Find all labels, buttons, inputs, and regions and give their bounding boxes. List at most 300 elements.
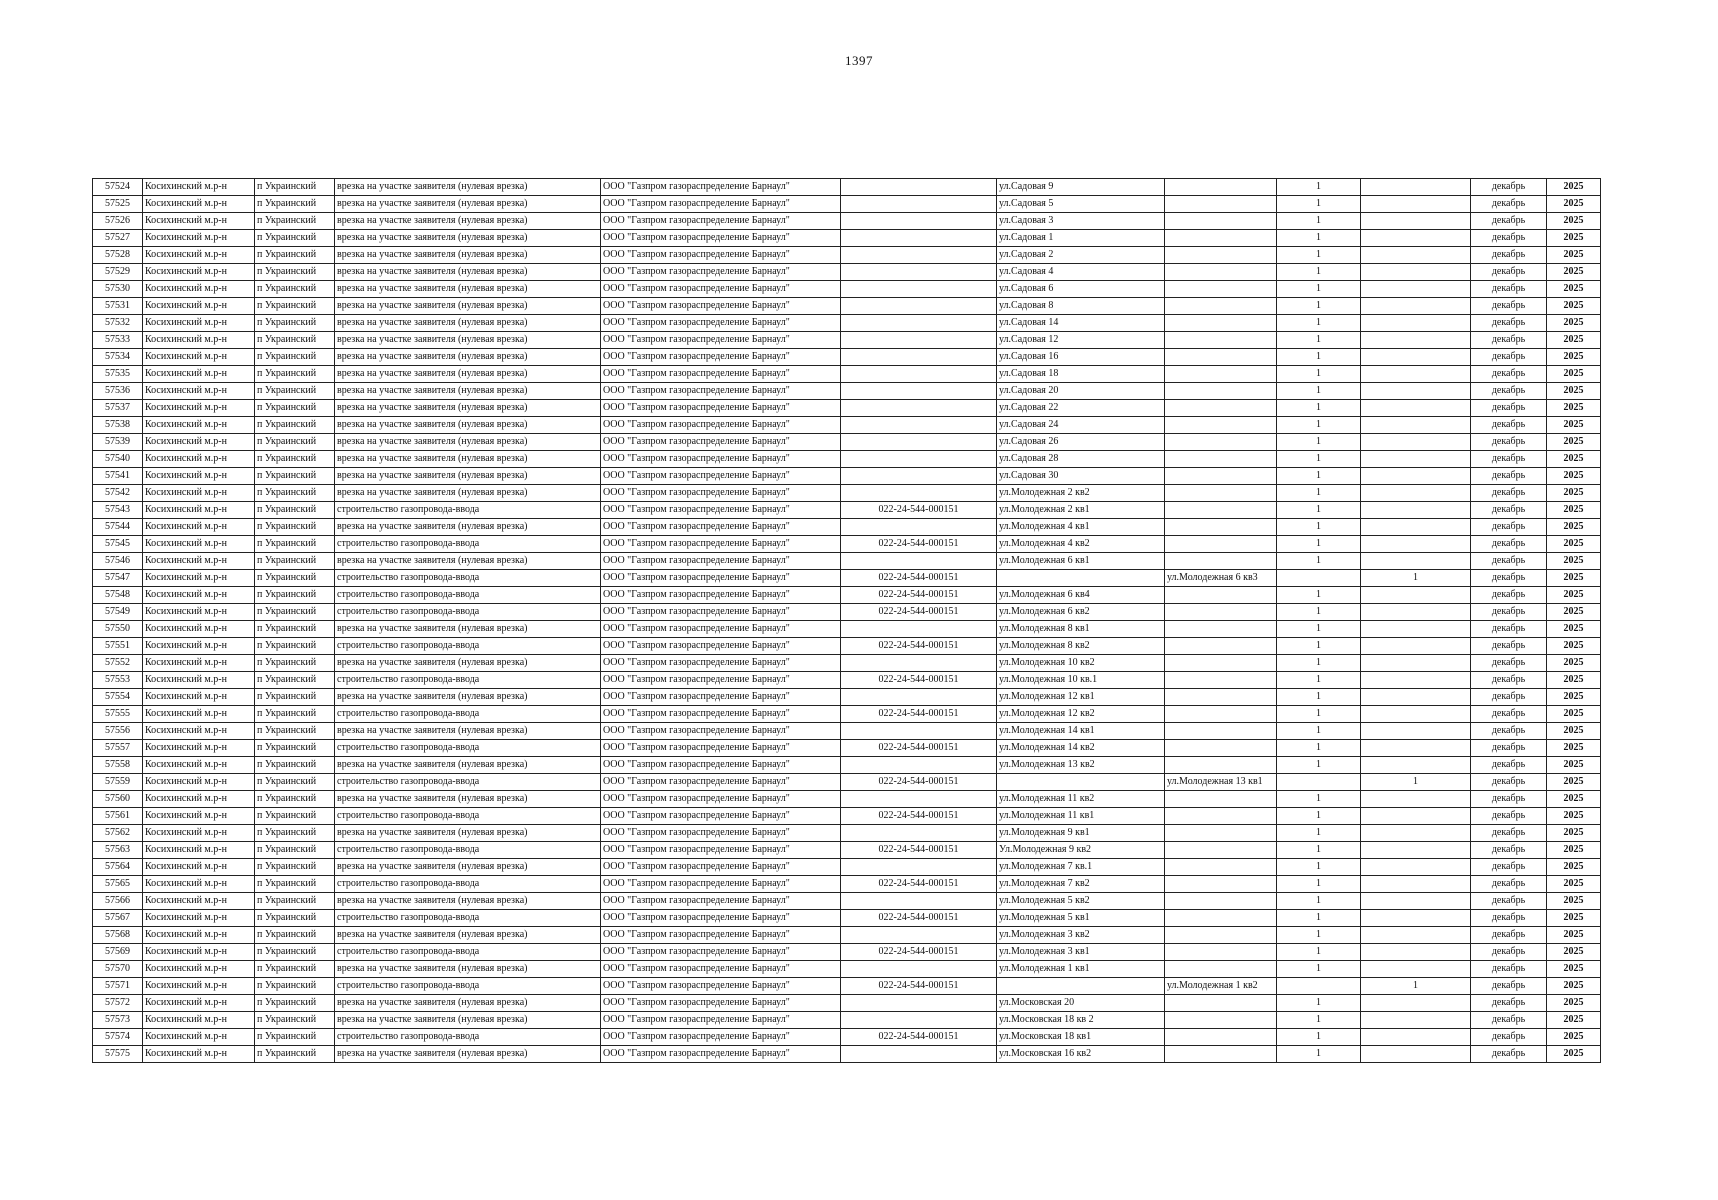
district-cell: Косихинский м.р-н	[143, 825, 255, 842]
month-cell: декабрь	[1471, 621, 1547, 638]
work-type-cell: врезка на участке заявителя (нулевая врезка)	[335, 400, 601, 417]
organization-cell: ООО "Газпром газораспределение Барнаул"	[601, 621, 841, 638]
settlement-cell: п Украинский	[255, 859, 335, 876]
district-cell: Косихинский м.р-н	[143, 383, 255, 400]
record-id: 57530	[93, 281, 143, 298]
month-cell: декабрь	[1471, 400, 1547, 417]
record-id: 57565	[93, 876, 143, 893]
work-type-cell: строительство газопровода-ввода	[335, 876, 601, 893]
work-type-cell: строительство газопровода-ввода	[335, 1029, 601, 1046]
contract-code-cell	[841, 961, 997, 978]
address-cell: ул.Молодежная 6 кв4	[997, 587, 1165, 604]
month-cell: декабрь	[1471, 366, 1547, 383]
district-cell: Косихинский м.р-н	[143, 621, 255, 638]
work-type-cell: врезка на участке заявителя (нулевая врезка)	[335, 179, 601, 196]
district-cell: Косихинский м.р-н	[143, 740, 255, 757]
year-cell: 2025	[1547, 638, 1601, 655]
table-row	[93, 519, 1601, 536]
settlement-cell: п Украинский	[255, 536, 335, 553]
address-cell: ул.Садовая 6	[997, 281, 1165, 298]
table-row	[93, 910, 1601, 927]
organization-cell: ООО "Газпром газораспределение Барнаул"	[601, 553, 841, 570]
month-cell: декабрь	[1471, 757, 1547, 774]
work-type-cell: врезка на участке заявителя (нулевая врезка)	[335, 281, 601, 298]
address-cell: ул.Московская 20	[997, 995, 1165, 1012]
quantity-alt-cell	[1361, 451, 1471, 468]
year-cell: 2025	[1547, 655, 1601, 672]
record-id: 57558	[93, 757, 143, 774]
quantity-alt-cell	[1361, 842, 1471, 859]
organization-cell: ООО "Газпром газораспределение Барнаул"	[601, 349, 841, 366]
work-type-cell: врезка на участке заявителя (нулевая врезка)	[335, 757, 601, 774]
month-cell: декабрь	[1471, 230, 1547, 247]
address-alt-cell	[1165, 298, 1277, 315]
contract-code-cell: 022-24-544-000151	[841, 672, 997, 689]
settlement-cell: п Украинский	[255, 808, 335, 825]
quantity-alt-cell	[1361, 587, 1471, 604]
table-row	[93, 740, 1601, 757]
work-type-cell: врезка на участке заявителя (нулевая врезка)	[335, 213, 601, 230]
contract-code-cell	[841, 757, 997, 774]
quantity-alt-cell	[1361, 264, 1471, 281]
address-cell: ул.Молодежная 8 кв1	[997, 621, 1165, 638]
quantity-cell: 1	[1277, 808, 1361, 825]
organization-cell: ООО "Газпром газораспределение Барнаул"	[601, 672, 841, 689]
settlement-cell: п Украинский	[255, 332, 335, 349]
settlement-cell: п Украинский	[255, 264, 335, 281]
organization-cell: ООО "Газпром газораспределение Барнаул"	[601, 315, 841, 332]
month-cell: декабрь	[1471, 774, 1547, 791]
quantity-cell: 1	[1277, 468, 1361, 485]
contract-code-cell	[841, 281, 997, 298]
month-cell: декабрь	[1471, 349, 1547, 366]
settlement-cell: п Украинский	[255, 213, 335, 230]
organization-cell: ООО "Газпром газораспределение Барнаул"	[601, 570, 841, 587]
settlement-cell: п Украинский	[255, 791, 335, 808]
address-alt-cell	[1165, 689, 1277, 706]
organization-cell: ООО "Газпром газораспределение Барнаул"	[601, 383, 841, 400]
address-cell	[997, 978, 1165, 995]
address-cell: ул.Молодежная 3 кв2	[997, 927, 1165, 944]
district-cell: Косихинский м.р-н	[143, 247, 255, 264]
district-cell: Косихинский м.р-н	[143, 332, 255, 349]
table-row	[93, 1046, 1601, 1063]
year-cell: 2025	[1547, 995, 1601, 1012]
work-type-cell: врезка на участке заявителя (нулевая врезка)	[335, 621, 601, 638]
address-cell: ул.Московская 18 кв1	[997, 1029, 1165, 1046]
registry-rows	[93, 179, 1601, 1063]
work-type-cell: строительство газопровода-ввода	[335, 502, 601, 519]
contract-code-cell	[841, 723, 997, 740]
district-cell: Косихинский м.р-н	[143, 485, 255, 502]
quantity-cell: 1	[1277, 1012, 1361, 1029]
address-alt-cell	[1165, 1029, 1277, 1046]
address-cell: ул.Московская 16 кв2	[997, 1046, 1165, 1063]
quantity-cell: 1	[1277, 553, 1361, 570]
address-alt-cell	[1165, 621, 1277, 638]
settlement-cell: п Украинский	[255, 995, 335, 1012]
quantity-cell: 1	[1277, 876, 1361, 893]
table-row	[93, 995, 1601, 1012]
year-cell: 2025	[1547, 1012, 1601, 1029]
address-cell	[997, 570, 1165, 587]
settlement-cell: п Украинский	[255, 978, 335, 995]
record-id: 57537	[93, 400, 143, 417]
work-type-cell: врезка на участке заявителя (нулевая врезка)	[335, 655, 601, 672]
quantity-cell: 1	[1277, 366, 1361, 383]
address-alt-cell	[1165, 706, 1277, 723]
contract-code-cell	[841, 247, 997, 264]
record-id: 57563	[93, 842, 143, 859]
year-cell: 2025	[1547, 740, 1601, 757]
settlement-cell: п Украинский	[255, 774, 335, 791]
address-alt-cell	[1165, 655, 1277, 672]
district-cell: Косихинский м.р-н	[143, 230, 255, 247]
table-row	[93, 859, 1601, 876]
year-cell: 2025	[1547, 213, 1601, 230]
table-row	[93, 825, 1601, 842]
organization-cell: ООО "Газпром газораспределение Барнаул"	[601, 536, 841, 553]
month-cell: декабрь	[1471, 281, 1547, 298]
quantity-alt-cell	[1361, 893, 1471, 910]
year-cell: 2025	[1547, 1029, 1601, 1046]
quantity-alt-cell	[1361, 723, 1471, 740]
address-cell: ул.Садовая 2	[997, 247, 1165, 264]
district-cell: Косихинский м.р-н	[143, 213, 255, 230]
year-cell: 2025	[1547, 553, 1601, 570]
work-type-cell: строительство газопровода-ввода	[335, 570, 601, 587]
record-id: 57561	[93, 808, 143, 825]
quantity-cell: 1	[1277, 451, 1361, 468]
district-cell: Косихинский м.р-н	[143, 927, 255, 944]
year-cell: 2025	[1547, 196, 1601, 213]
quantity-alt-cell	[1361, 196, 1471, 213]
address-alt-cell	[1165, 485, 1277, 502]
month-cell: декабрь	[1471, 451, 1547, 468]
quantity-cell	[1277, 570, 1361, 587]
contract-code-cell: 022-24-544-000151	[841, 740, 997, 757]
district-cell: Косихинский м.р-н	[143, 961, 255, 978]
contract-code-cell: 022-24-544-000151	[841, 808, 997, 825]
district-cell: Косихинский м.р-н	[143, 349, 255, 366]
address-alt-cell	[1165, 553, 1277, 570]
address-alt-cell	[1165, 961, 1277, 978]
address-cell: ул.Садовая 14	[997, 315, 1165, 332]
address-cell: ул.Садовая 5	[997, 196, 1165, 213]
settlement-cell: п Украинский	[255, 349, 335, 366]
quantity-cell: 1	[1277, 485, 1361, 502]
table-row	[93, 434, 1601, 451]
organization-cell: ООО "Газпром газораспределение Барнаул"	[601, 485, 841, 502]
work-type-cell: врезка на участке заявителя (нулевая врезка)	[335, 451, 601, 468]
organization-cell: ООО "Газпром газораспределение Барнаул"	[601, 400, 841, 417]
district-cell: Косихинский м.р-н	[143, 791, 255, 808]
district-cell: Косихинский м.р-н	[143, 604, 255, 621]
district-cell: Косихинский м.р-н	[143, 672, 255, 689]
organization-cell: ООО "Газпром газораспределение Барнаул"	[601, 247, 841, 264]
quantity-alt-cell	[1361, 434, 1471, 451]
table-row	[93, 366, 1601, 383]
table-row	[93, 468, 1601, 485]
month-cell: декабрь	[1471, 706, 1547, 723]
contract-code-cell	[841, 298, 997, 315]
settlement-cell: п Украинский	[255, 604, 335, 621]
address-cell: ул.Молодежная 1 кв1	[997, 961, 1165, 978]
settlement-cell: п Украинский	[255, 1012, 335, 1029]
address-cell: ул.Молодежная 4 кв1	[997, 519, 1165, 536]
table-row	[93, 451, 1601, 468]
quantity-alt-cell	[1361, 400, 1471, 417]
work-type-cell: врезка на участке заявителя (нулевая врезка)	[335, 723, 601, 740]
address-alt-cell	[1165, 264, 1277, 281]
month-cell: декабрь	[1471, 417, 1547, 434]
table-row	[93, 604, 1601, 621]
contract-code-cell: 022-24-544-000151	[841, 706, 997, 723]
contract-code-cell	[841, 485, 997, 502]
district-cell: Косихинский м.р-н	[143, 570, 255, 587]
quantity-alt-cell	[1361, 910, 1471, 927]
organization-cell: ООО "Газпром газораспределение Барнаул"	[601, 995, 841, 1012]
year-cell: 2025	[1547, 621, 1601, 638]
work-type-cell: врезка на участке заявителя (нулевая врезка)	[335, 315, 601, 332]
quantity-cell: 1	[1277, 944, 1361, 961]
record-id: 57531	[93, 298, 143, 315]
quantity-cell: 1	[1277, 502, 1361, 519]
year-cell: 2025	[1547, 757, 1601, 774]
address-alt-cell	[1165, 944, 1277, 961]
organization-cell: ООО "Газпром газораспределение Барнаул"	[601, 927, 841, 944]
address-alt-cell	[1165, 179, 1277, 196]
year-cell: 2025	[1547, 264, 1601, 281]
contract-code-cell	[841, 400, 997, 417]
table-row	[93, 281, 1601, 298]
work-type-cell: врезка на участке заявителя (нулевая врезка)	[335, 485, 601, 502]
month-cell: декабрь	[1471, 995, 1547, 1012]
contract-code-cell: 022-24-544-000151	[841, 944, 997, 961]
year-cell: 2025	[1547, 349, 1601, 366]
district-cell: Косихинский м.р-н	[143, 434, 255, 451]
address-cell: ул.Молодежная 12 кв1	[997, 689, 1165, 706]
quantity-alt-cell	[1361, 213, 1471, 230]
work-type-cell: врезка на участке заявителя (нулевая врезка)	[335, 553, 601, 570]
district-cell: Косихинский м.р-н	[143, 502, 255, 519]
quantity-cell: 1	[1277, 417, 1361, 434]
record-id: 57570	[93, 961, 143, 978]
address-alt-cell	[1165, 281, 1277, 298]
settlement-cell: п Украинский	[255, 638, 335, 655]
record-id: 57562	[93, 825, 143, 842]
organization-cell: ООО "Газпром газораспределение Барнаул"	[601, 468, 841, 485]
address-alt-cell	[1165, 910, 1277, 927]
work-type-cell: врезка на участке заявителя (нулевая врезка)	[335, 859, 601, 876]
table-row	[93, 332, 1601, 349]
table-row	[93, 706, 1601, 723]
work-type-cell: врезка на участке заявителя (нулевая врезка)	[335, 417, 601, 434]
quantity-cell: 1	[1277, 281, 1361, 298]
address-cell: ул.Садовая 3	[997, 213, 1165, 230]
record-id: 57564	[93, 859, 143, 876]
settlement-cell: п Украинский	[255, 672, 335, 689]
table-row	[93, 944, 1601, 961]
contract-code-cell	[841, 553, 997, 570]
record-id: 57572	[93, 995, 143, 1012]
settlement-cell: п Украинский	[255, 485, 335, 502]
contract-code-cell: 022-24-544-000151	[841, 910, 997, 927]
organization-cell: ООО "Газпром газораспределение Барнаул"	[601, 604, 841, 621]
year-cell: 2025	[1547, 876, 1601, 893]
year-cell: 2025	[1547, 808, 1601, 825]
work-type-cell: врезка на участке заявителя (нулевая врезка)	[335, 196, 601, 213]
address-cell: ул.Молодежная 8 кв2	[997, 638, 1165, 655]
address-cell: ул.Молодежная 11 кв1	[997, 808, 1165, 825]
quantity-cell: 1	[1277, 672, 1361, 689]
address-cell: ул.Молодежная 5 кв1	[997, 910, 1165, 927]
address-alt-cell	[1165, 995, 1277, 1012]
organization-cell: ООО "Газпром газораспределение Барнаул"	[601, 978, 841, 995]
quantity-alt-cell	[1361, 315, 1471, 332]
district-cell: Косихинский м.р-н	[143, 179, 255, 196]
settlement-cell: п Украинский	[255, 655, 335, 672]
settlement-cell: п Украинский	[255, 298, 335, 315]
organization-cell: ООО "Газпром газораспределение Барнаул"	[601, 587, 841, 604]
address-alt-cell	[1165, 417, 1277, 434]
address-alt-cell: ул.Молодежная 13 кв1	[1165, 774, 1277, 791]
year-cell: 2025	[1547, 842, 1601, 859]
address-alt-cell	[1165, 502, 1277, 519]
table-row	[93, 638, 1601, 655]
table-row	[93, 774, 1601, 791]
district-cell: Косихинский м.р-н	[143, 910, 255, 927]
address-alt-cell	[1165, 315, 1277, 332]
quantity-cell: 1	[1277, 536, 1361, 553]
organization-cell: ООО "Газпром газораспределение Барнаул"	[601, 723, 841, 740]
table-row	[93, 876, 1601, 893]
record-id: 57552	[93, 655, 143, 672]
year-cell: 2025	[1547, 893, 1601, 910]
record-id: 57539	[93, 434, 143, 451]
quantity-alt-cell	[1361, 502, 1471, 519]
table-row	[93, 213, 1601, 230]
month-cell: декабрь	[1471, 808, 1547, 825]
address-alt-cell	[1165, 672, 1277, 689]
work-type-cell: врезка на участке заявителя (нулевая врезка)	[335, 689, 601, 706]
district-cell: Косихинский м.р-н	[143, 315, 255, 332]
address-cell: ул.Молодежная 7 кв.1	[997, 859, 1165, 876]
settlement-cell: п Украинский	[255, 689, 335, 706]
contract-code-cell: 022-24-544-000151	[841, 1029, 997, 1046]
quantity-alt-cell	[1361, 808, 1471, 825]
work-type-cell: врезка на участке заявителя (нулевая врезка)	[335, 434, 601, 451]
organization-cell: ООО "Газпром газораспределение Барнаул"	[601, 893, 841, 910]
address-cell: ул.Садовая 8	[997, 298, 1165, 315]
month-cell: декабрь	[1471, 485, 1547, 502]
work-type-cell: врезка на участке заявителя (нулевая врезка)	[335, 961, 601, 978]
settlement-cell: п Украинский	[255, 842, 335, 859]
address-alt-cell	[1165, 893, 1277, 910]
work-type-cell: врезка на участке заявителя (нулевая врезка)	[335, 264, 601, 281]
month-cell: декабрь	[1471, 910, 1547, 927]
quantity-cell: 1	[1277, 655, 1361, 672]
month-cell: декабрь	[1471, 672, 1547, 689]
address-cell: ул.Садовая 4	[997, 264, 1165, 281]
quantity-alt-cell	[1361, 740, 1471, 757]
contract-code-cell	[841, 366, 997, 383]
table-row	[93, 553, 1601, 570]
quantity-cell: 1	[1277, 247, 1361, 264]
address-cell: ул.Молодежная 2 кв2	[997, 485, 1165, 502]
district-cell: Косихинский м.р-н	[143, 944, 255, 961]
contract-code-cell	[841, 927, 997, 944]
quantity-alt-cell	[1361, 519, 1471, 536]
organization-cell: ООО "Газпром газораспределение Барнаул"	[601, 791, 841, 808]
record-id: 57541	[93, 468, 143, 485]
organization-cell: ООО "Газпром газораспределение Барнаул"	[601, 808, 841, 825]
table-row	[93, 179, 1601, 196]
address-cell: ул.Молодежная 13 кв2	[997, 757, 1165, 774]
quantity-alt-cell	[1361, 944, 1471, 961]
contract-code-cell	[841, 519, 997, 536]
year-cell: 2025	[1547, 910, 1601, 927]
work-type-cell: врезка на участке заявителя (нулевая врезка)	[335, 791, 601, 808]
year-cell: 2025	[1547, 230, 1601, 247]
contract-code-cell: 022-24-544-000151	[841, 502, 997, 519]
organization-cell: ООО "Газпром газораспределение Барнаул"	[601, 842, 841, 859]
record-id: 57559	[93, 774, 143, 791]
month-cell: декабрь	[1471, 247, 1547, 264]
work-type-cell: строительство газопровода-ввода	[335, 740, 601, 757]
quantity-cell: 1	[1277, 825, 1361, 842]
quantity-cell: 1	[1277, 400, 1361, 417]
settlement-cell: п Украинский	[255, 893, 335, 910]
month-cell: декабрь	[1471, 179, 1547, 196]
address-alt-cell	[1165, 230, 1277, 247]
quantity-cell: 1	[1277, 740, 1361, 757]
table-row	[93, 893, 1601, 910]
month-cell: декабрь	[1471, 978, 1547, 995]
contract-code-cell: 022-24-544-000151	[841, 876, 997, 893]
contract-code-cell	[841, 230, 997, 247]
year-cell: 2025	[1547, 247, 1601, 264]
quantity-cell: 1	[1277, 179, 1361, 196]
quantity-alt-cell	[1361, 536, 1471, 553]
quantity-cell: 1	[1277, 842, 1361, 859]
quantity-alt-cell	[1361, 621, 1471, 638]
district-cell: Косихинский м.р-н	[143, 468, 255, 485]
month-cell: декабрь	[1471, 434, 1547, 451]
district-cell: Косихинский м.р-н	[143, 859, 255, 876]
work-type-cell: врезка на участке заявителя (нулевая врезка)	[335, 366, 601, 383]
contract-code-cell	[841, 383, 997, 400]
work-type-cell: врезка на участке заявителя (нулевая врезка)	[335, 893, 601, 910]
quantity-alt-cell	[1361, 825, 1471, 842]
record-id: 57542	[93, 485, 143, 502]
address-alt-cell: ул.Молодежная 6 кв3	[1165, 570, 1277, 587]
month-cell: декабрь	[1471, 1046, 1547, 1063]
contract-code-cell: 022-24-544-000151	[841, 842, 997, 859]
month-cell: декабрь	[1471, 502, 1547, 519]
year-cell: 2025	[1547, 468, 1601, 485]
address-alt-cell	[1165, 366, 1277, 383]
settlement-cell: п Украинский	[255, 927, 335, 944]
address-cell: ул.Молодежная 2 кв1	[997, 502, 1165, 519]
contract-code-cell	[841, 655, 997, 672]
record-id: 57566	[93, 893, 143, 910]
work-type-cell: врезка на участке заявителя (нулевая врезка)	[335, 1012, 601, 1029]
address-cell: ул.Молодежная 14 кв1	[997, 723, 1165, 740]
district-cell: Косихинский м.р-н	[143, 808, 255, 825]
record-id: 57551	[93, 638, 143, 655]
month-cell: декабрь	[1471, 315, 1547, 332]
